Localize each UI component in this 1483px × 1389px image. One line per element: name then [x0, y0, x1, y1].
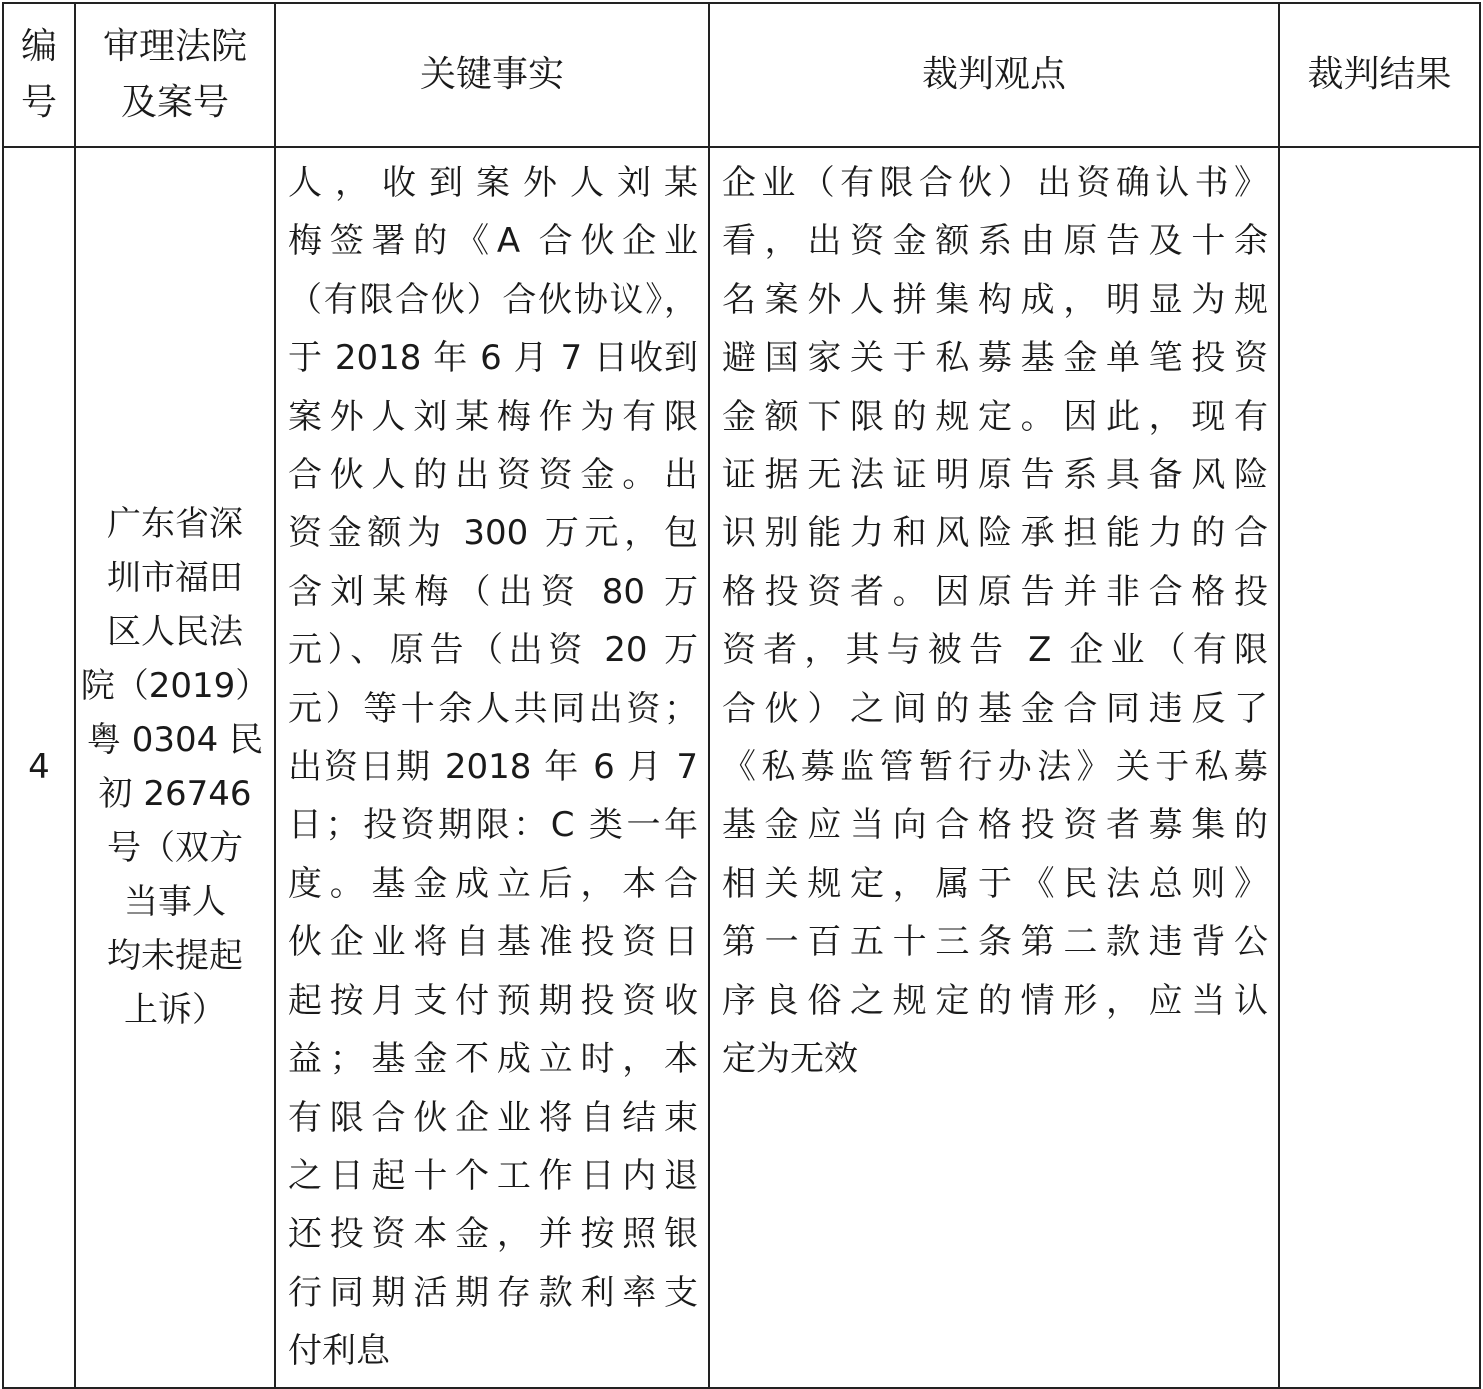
- header-view: 裁判观点: [709, 3, 1279, 147]
- header-no: [3, 3, 75, 147]
- view-line: 金额下限的规定。因此，现有: [722, 396, 1268, 437]
- court-line: 初 26746: [98, 774, 252, 815]
- facts-line: 资金额为 300 万元，包: [288, 513, 698, 554]
- court-line: 广东省深: [107, 504, 243, 545]
- court-line: 区人民法: [107, 612, 243, 653]
- view-line: 名案外人拼集构成，明显为规: [722, 279, 1268, 320]
- header-court: [75, 3, 275, 147]
- header-row: [3, 3, 1480, 147]
- facts-line: 人，收到案外人刘某: [288, 163, 698, 203]
- facts-line: 起按月支付预期投资收: [288, 980, 698, 1021]
- court-line: 号（双方: [107, 828, 243, 869]
- header-no-line: 号: [20, 82, 57, 123]
- court-line: 圳市福田: [107, 558, 243, 599]
- judgment-result-cell: [1279, 147, 1480, 1388]
- facts-line: 伙企业将自基准投资日: [288, 922, 698, 963]
- case-table: [2, 2, 1481, 1389]
- facts-line: 元）、原告（出资 20 万: [288, 630, 698, 671]
- view-line: 合伙）之间的基金合同违反了: [722, 688, 1268, 729]
- view-line: 避国家关于私募基金单笔投资: [722, 338, 1268, 379]
- court-line: 上诉）: [124, 990, 226, 1031]
- judgment-view-cell: [709, 147, 1279, 1388]
- facts-line: （有限合伙）合伙协议》，: [288, 279, 698, 320]
- key-facts-cell: [275, 147, 709, 1388]
- view-line: 第一百五十三条第二款违背公: [722, 922, 1268, 963]
- header-result: 裁判结果: [1279, 3, 1480, 147]
- facts-line: 日；投资期限：C 类一年: [288, 805, 698, 846]
- header-facts: 关键事实: [275, 3, 709, 147]
- view-line: 相关规定，属于《民法总则》: [722, 863, 1268, 904]
- view-line: 企业（有限合伙）出资确认书》: [722, 163, 1268, 203]
- facts-line: 付利息: [288, 1331, 390, 1372]
- table-row: [3, 147, 1480, 1388]
- view-line: 看，出资金额系由原告及十余: [722, 221, 1268, 262]
- facts-line: 梅签署的《A 合伙企业: [288, 221, 698, 262]
- view-line: 《私募监管暂行办法》关于私募: [722, 747, 1268, 788]
- facts-line: 合伙人的出资资金。出: [288, 455, 698, 496]
- facts-line: 行同期活期存款利率支: [288, 1272, 698, 1313]
- case-number: 4: [3, 147, 75, 1388]
- view-line: 定为无效: [722, 1039, 858, 1080]
- view-line: 格投资者。因原告并非合格投: [722, 571, 1268, 612]
- view-line: 序良俗之规定的情形，应当认: [722, 980, 1268, 1021]
- facts-line: 还投资本金，并按照银: [288, 1214, 698, 1255]
- facts-line: 出资日期 2018 年 6 月 7: [288, 747, 698, 788]
- facts-line: 含刘某梅（出资 80 万: [288, 571, 698, 612]
- facts-line: 之日起十个工作日内退: [288, 1155, 698, 1196]
- view-line: 识别能力和风险承担能力的合: [722, 513, 1268, 554]
- view-line: 资者，其与被告 Z 企业（有限: [722, 630, 1268, 671]
- view-line: 基金应当向合格投资者募集的: [722, 805, 1268, 846]
- court-line: 当事人: [124, 882, 226, 923]
- facts-line: 益；基金不成立时，本: [288, 1039, 698, 1080]
- facts-line: 度。基金成立后，本合: [288, 863, 698, 904]
- court-line: 院（2019）: [80, 666, 270, 707]
- court-line: 粤 0304 民: [86, 720, 264, 761]
- court-and-case-cell: [75, 147, 275, 1388]
- facts-line: 于 2018 年 6 月 7 日收到: [288, 338, 698, 379]
- header-court-line: 及案号: [120, 82, 229, 123]
- facts-line: 案外人刘某梅作为有限: [288, 396, 698, 437]
- court-line: 均未提起: [107, 936, 243, 977]
- facts-line: 元）等十余人共同出资；: [288, 688, 698, 729]
- header-court-line: 审理法院: [102, 26, 247, 67]
- header-no-line: 编: [20, 26, 57, 67]
- view-line: 证据无法证明原告系具备风险: [722, 455, 1268, 496]
- facts-line: 有限合伙企业将自结束: [288, 1097, 698, 1138]
